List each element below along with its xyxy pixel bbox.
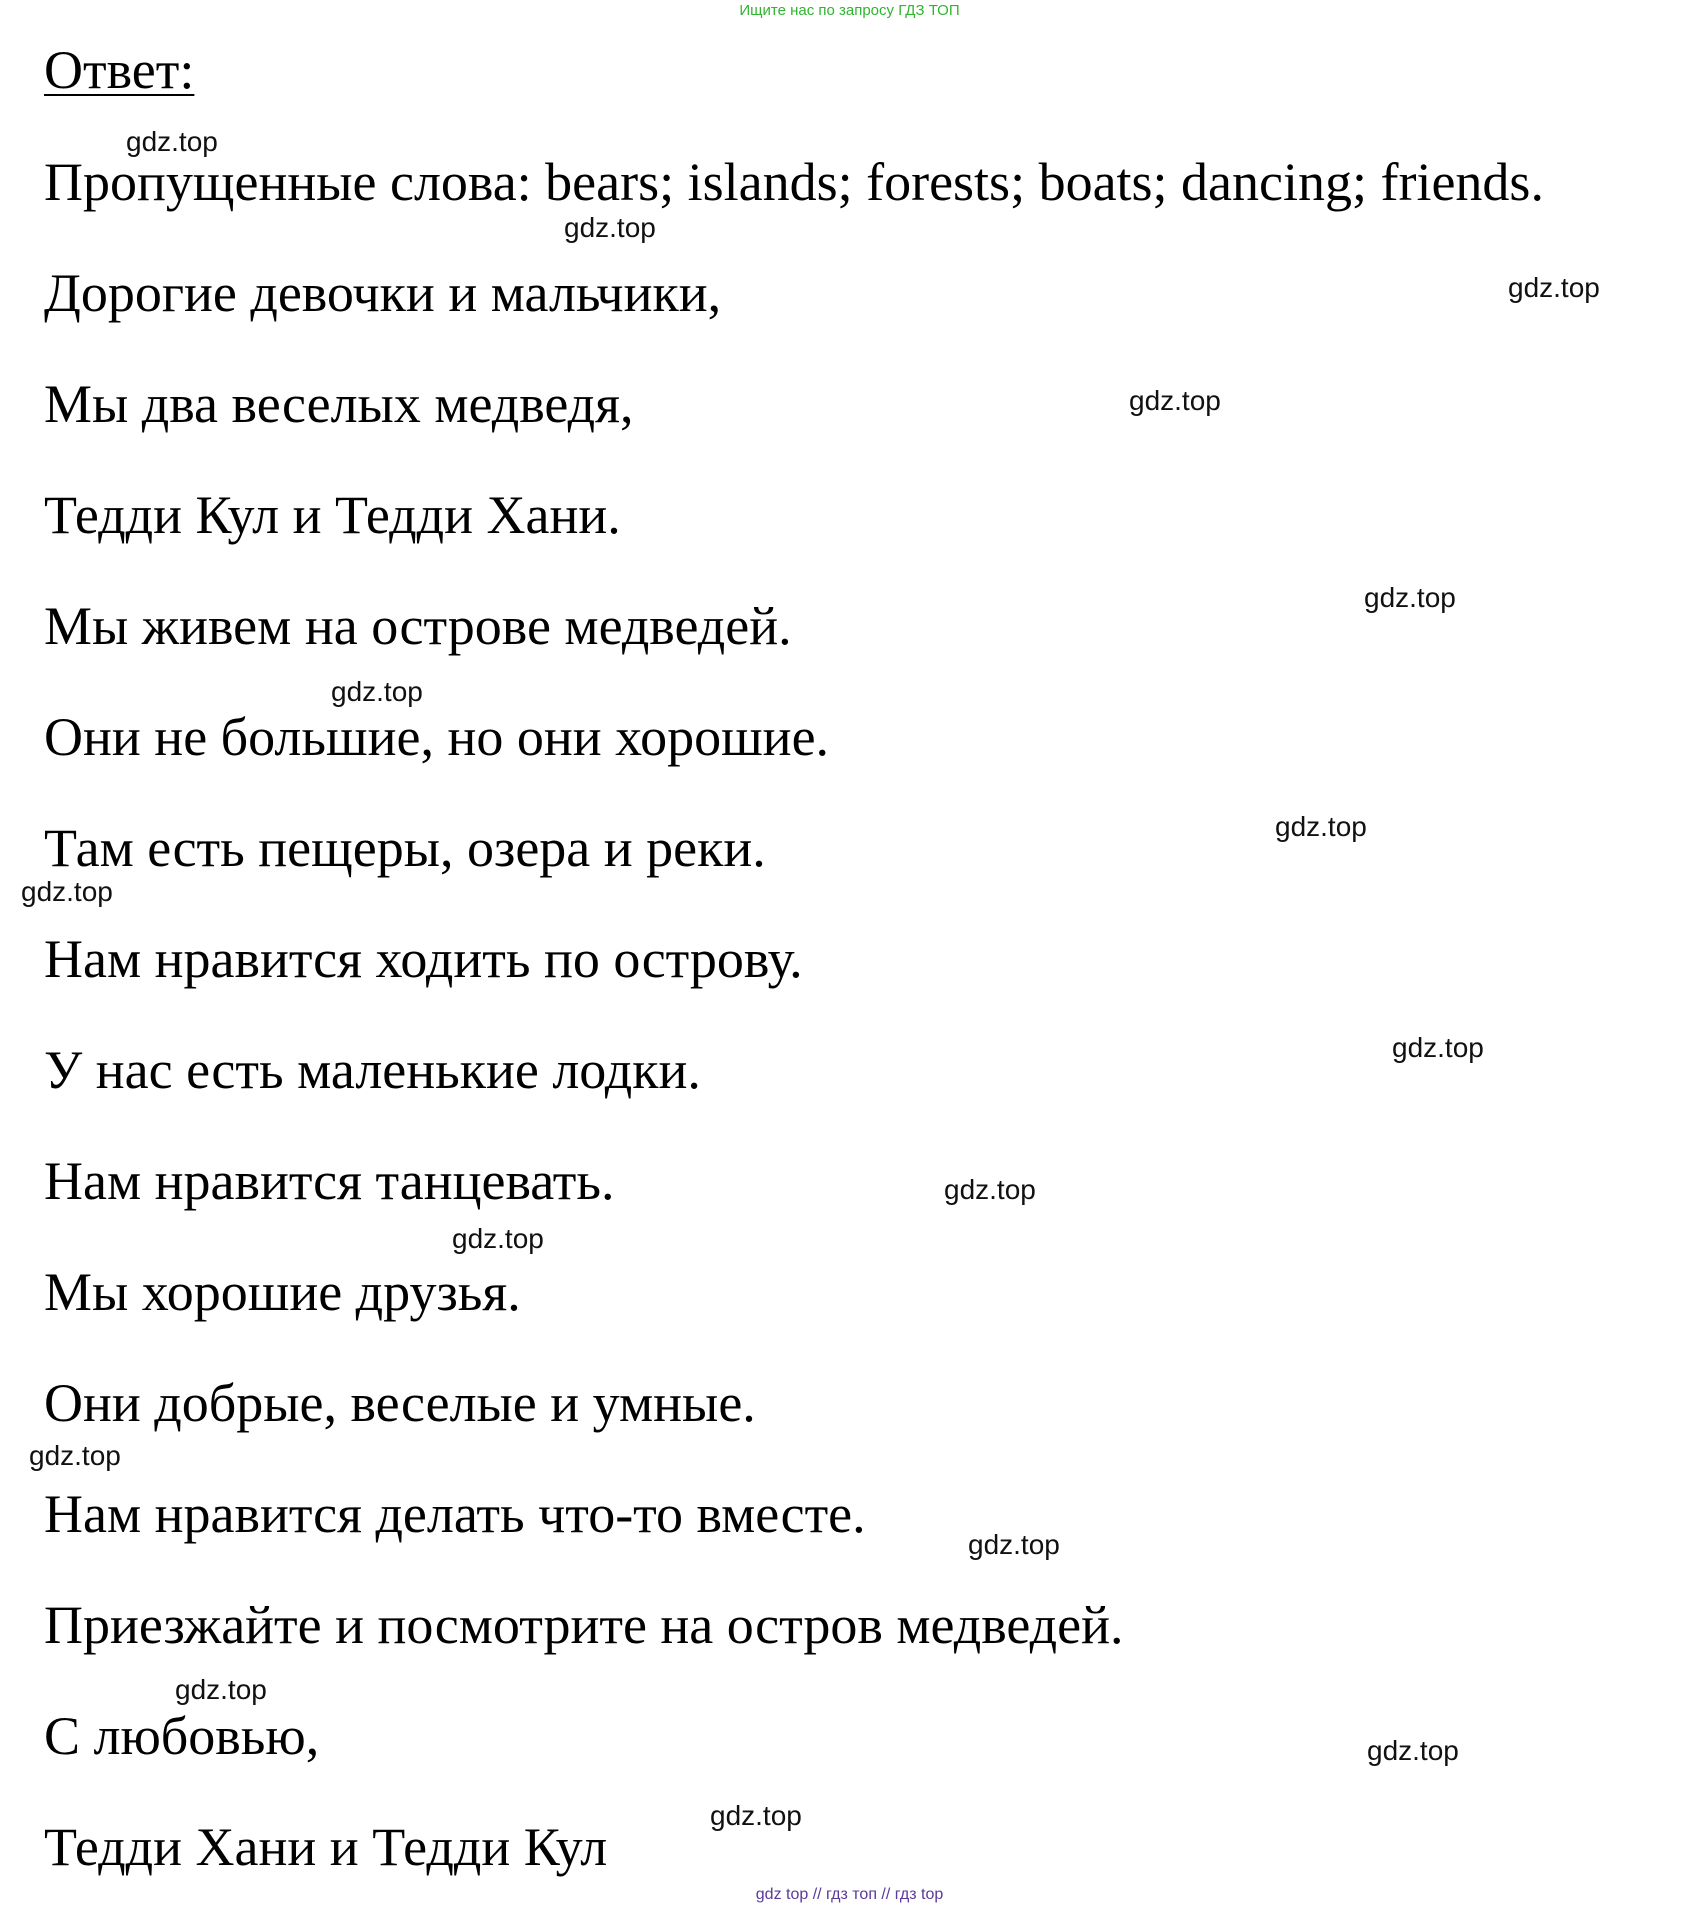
answer-line: Нам нравится делать что-то вместе. <box>44 1484 866 1544</box>
watermark: gdz.top <box>1508 272 1600 303</box>
answer-line: Приезжайте и посмотрите на остров медведей. <box>44 1595 1124 1655</box>
watermark: gdz.top <box>21 876 113 907</box>
watermark: gdz.top <box>1392 1032 1484 1063</box>
answer-line: С любовью, <box>44 1706 320 1766</box>
answer-line: Нам нравится ходить по острову. <box>44 929 803 989</box>
watermark: gdz.top <box>126 126 218 157</box>
answer-line: Мы хорошие друзья. <box>44 1262 521 1322</box>
answer-line: Там есть пещеры, озера и реки. <box>44 818 766 878</box>
answer-line: Мы живем на острове медведей. <box>44 596 792 656</box>
watermark: gdz.top <box>331 676 423 707</box>
answer-line: Они не большие, но они хорошие. <box>44 707 830 767</box>
answer-line-missing-words: Пропущенные слова: bears; islands; forests; boats; dancing; friends. <box>44 152 1544 212</box>
top-banner: Ищите нас по запросу ГДЗ ТОП <box>739 2 960 19</box>
watermark: gdz.top <box>175 1674 267 1705</box>
answer-line: Они добрые, веселые и умные. <box>44 1373 756 1433</box>
watermark: gdz.top <box>710 1800 802 1831</box>
watermark: gdz.top <box>1367 1735 1459 1766</box>
watermark: gdz.top <box>1364 582 1456 613</box>
watermark: gdz.top <box>29 1440 121 1471</box>
answer-line: У нас есть маленькие лодки. <box>44 1040 701 1100</box>
watermark: gdz.top <box>1129 385 1221 416</box>
answer-line: Дорогие девочки и мальчики, <box>44 263 722 323</box>
answer-line: Тедди Хани и Тедди Кул <box>44 1817 608 1877</box>
watermark: gdz.top <box>452 1223 544 1254</box>
watermark: gdz.top <box>564 212 656 243</box>
footer-watermark: gdz top // гдз топ // гдз top <box>755 1886 944 1903</box>
answer-line: Мы два веселых медведя, <box>44 374 634 434</box>
answer-line: Тедди Кул и Тедди Хани. <box>44 485 621 545</box>
watermark: gdz.top <box>968 1529 1060 1560</box>
watermark: gdz.top <box>1275 811 1367 842</box>
answer-heading: Ответ: <box>44 40 195 100</box>
answer-line: Нам нравится танцевать. <box>44 1151 615 1211</box>
watermark: gdz.top <box>944 1174 1036 1205</box>
